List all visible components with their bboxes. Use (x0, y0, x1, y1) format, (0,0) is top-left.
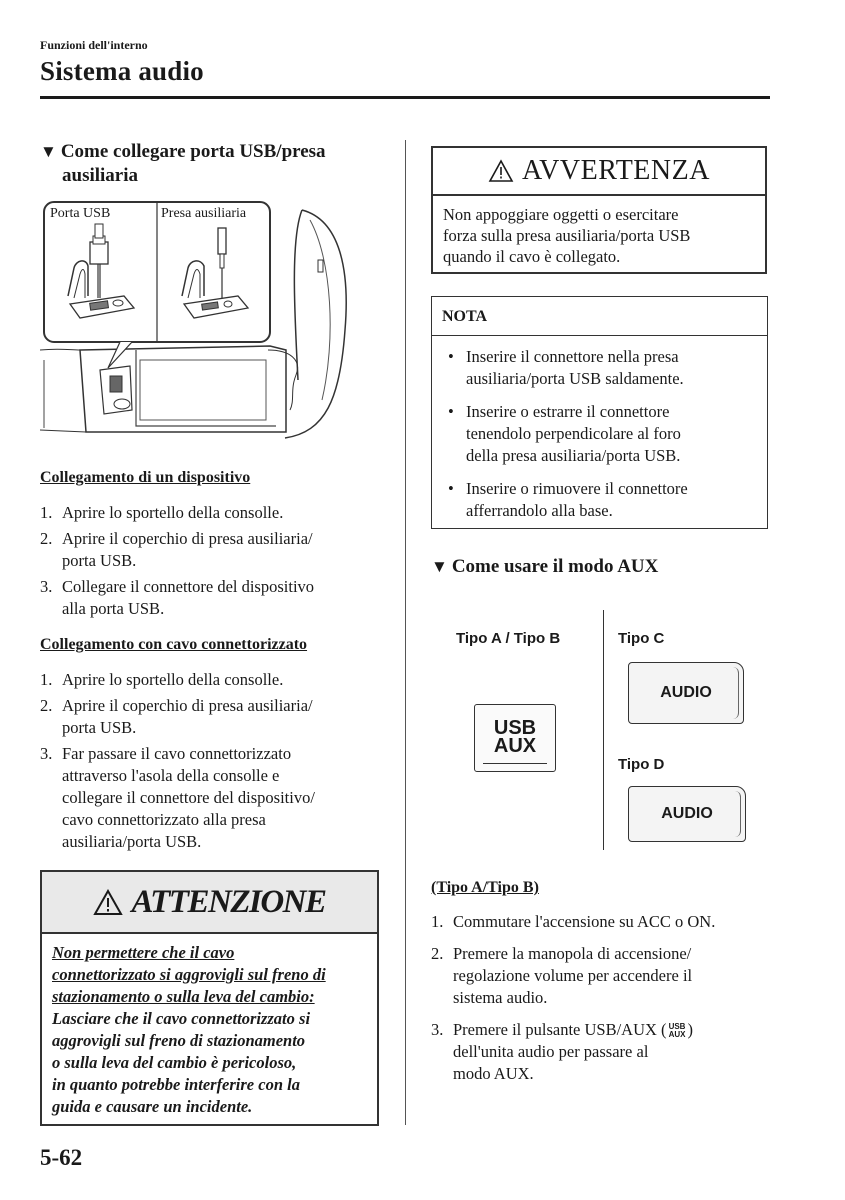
aux-jack-label: Presa ausiliaria (161, 206, 247, 221)
list-item: • Inserire il connettore nella presa ausiliaria/porta USB saldamente. (448, 347, 684, 388)
page-number: 5-62 (40, 1145, 83, 1170)
section-label: Funzioni dell'interno (40, 38, 148, 52)
list-item: 2. Aprire il coperchio di presa ausiliaria/ porta USB. (40, 529, 313, 570)
graphic-divider (603, 610, 604, 850)
usb-aux-inline-icon: USB AUX (668, 1022, 686, 1040)
usb-port-label: Porta USB (50, 206, 111, 221)
usb-aux-illustration (40, 200, 370, 450)
tipo-ab-subheading: (Tipo A/Tipo B) (431, 879, 539, 896)
type-d-label: Tipo D (618, 756, 665, 773)
cable-connect-steps (40, 669, 385, 857)
list-item: 2. Premere la manopola di accensione/ regolazione volume per accendere il sistema audio. (431, 944, 693, 1007)
avvertenza-text: Non appoggiare oggetti o esercitare forza sulla presa ausiliaria/porta USB quando il cavo è collegato. (443, 205, 691, 266)
triangle-marker-icon: ▼ (431, 557, 448, 576)
list-item: 1. Commutare l'accensione su ACC o ON. (431, 912, 716, 931)
column-divider (405, 140, 406, 1125)
cable-connect-subheading: Collegamento con cavo connettorizzato (40, 636, 308, 653)
warning-triangle-icon (93, 889, 123, 916)
list-item: 3. Premere il pulsante USB/AUX ( USB AUX ) dell'unita audio per passare al modo AUX. (431, 1020, 693, 1083)
aux-mode-heading: ▼ Come usare il modo AUX (431, 556, 659, 577)
device-connect-steps (40, 502, 385, 624)
nota-box (431, 296, 768, 529)
title-rule (40, 96, 770, 99)
avvertenza-box (431, 146, 767, 274)
attenzione-text: Non permettere che il cavo connettorizzato si aggrovigli sul freno di stazionamento o sulla leva del cambio: Lasciare che il cavo connettorizzato si aggrovigli sul freno di stazionamento o sulla leva del cambio è pericoloso, in quanto potrebbe interferire con la guida e causare un incidente. (52, 943, 326, 1116)
usb-connect-heading: ▼ Come collegare porta USB/presa ausiliaria (40, 141, 326, 186)
device-connect-subheading: Collegamento di un dispositivo (40, 469, 251, 486)
audio-button-type-d: AUDIO (628, 786, 746, 842)
list-item: 1. Aprire lo sportello della consolle. (40, 503, 284, 522)
page-title: Sistema audio (40, 56, 204, 86)
list-item: 3. Far passare il cavo connettorizzato attraverso l'asola della consolle e collegare il connettore del dispositivo/ cavo connettorizzato alla presa ausiliaria/porta USB. (40, 744, 315, 851)
avvertenza-header: AVVERTENZA (433, 148, 765, 196)
warning-triangle-icon (488, 159, 514, 183)
nota-header: NOTA (432, 297, 767, 336)
list-item: 3. Collegare il connettore del dispositivo alla porta USB. (40, 577, 315, 618)
list-item: • Inserire o estrarre il connettore tenendolo perpendicolare al foro della presa ausiliaria/porta USB. (448, 402, 681, 465)
attenzione-box (40, 870, 379, 1126)
audio-button-type-c: AUDIO (628, 662, 744, 724)
usb-aux-button: USB AUX (474, 704, 556, 772)
aux-button-types-graphic (430, 610, 770, 850)
type-ab-label: Tipo A / Tipo B (456, 630, 561, 647)
tipo-ab-steps (431, 911, 771, 1089)
nota-list (432, 336, 767, 522)
triangle-marker-icon: ▼ (40, 142, 57, 161)
attenzione-header: ATTENZIONE (42, 872, 377, 934)
list-item: 1. Aprire lo sportello della consolle. (40, 670, 284, 689)
list-item: 2. Aprire il coperchio di presa ausiliaria/ porta USB. (40, 696, 313, 737)
list-item: • Inserire o rimuovere il connettore afferrandolo alla base. (448, 479, 688, 520)
type-c-label: Tipo C (618, 630, 665, 647)
